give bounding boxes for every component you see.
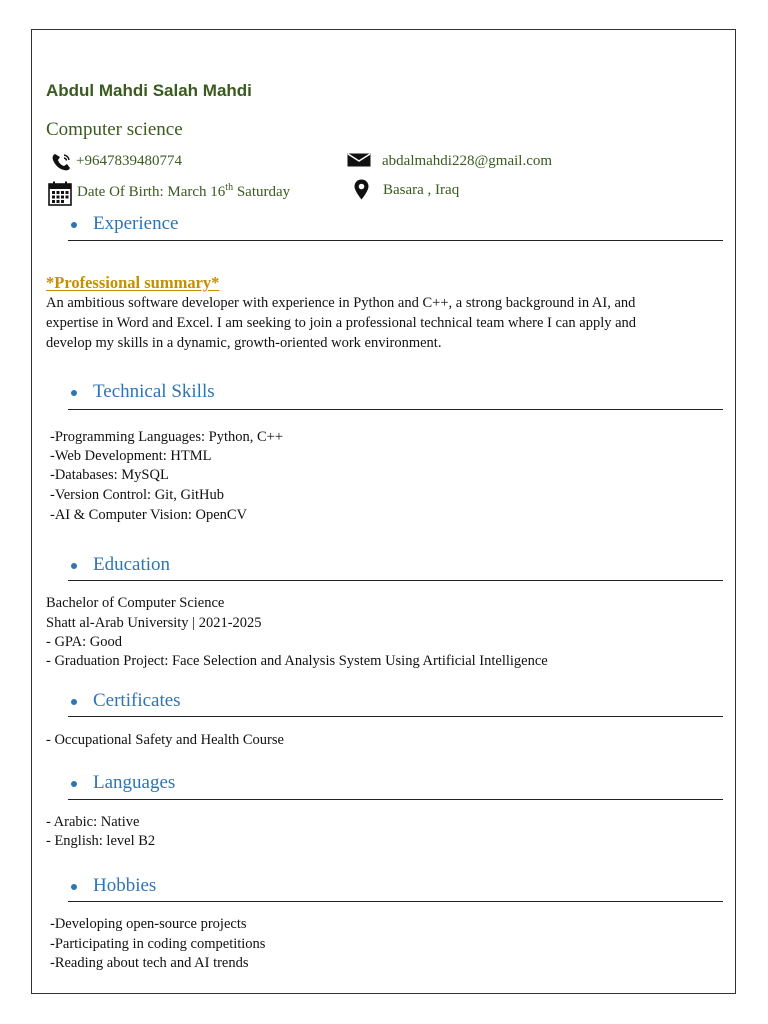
section-bullet — [71, 222, 77, 228]
phone-icon — [51, 152, 73, 172]
section-title-experience: Experience — [93, 213, 179, 234]
calendar-icon — [48, 181, 72, 206]
skill-item: -Databases: MySQL — [50, 467, 169, 483]
section-divider — [68, 799, 723, 800]
date-of-birth — [77, 182, 290, 201]
dob-ordinal: th — [225, 182, 234, 193]
education-line: Shatt al-Arab University | 2021-2025 — [46, 615, 262, 631]
hobby-item: -Participating in coding competitions — [50, 936, 266, 952]
dob-day: Saturday — [233, 184, 291, 200]
language-item: - Arabic: Native — [46, 814, 140, 830]
job-title: Computer science — [46, 119, 183, 140]
certificate-item: - Occupational Safety and Health Course — [46, 732, 284, 748]
skill-item: -Programming Languages: Python, C++ — [50, 429, 284, 445]
hobby-item: -Developing open-source projects — [50, 916, 247, 932]
summary-line: An ambitious software developer with experience in Python and C++, a strong background in AI, and — [46, 295, 636, 311]
location: Basara , Iraq — [383, 182, 460, 198]
hobby-item: -Reading about tech and AI trends — [50, 955, 249, 971]
section-title-skills: Technical Skills — [93, 381, 215, 402]
section-title-hobbies: Hobbies — [93, 875, 157, 896]
summary-line: expertise in Word and Excel. I am seeking to join a professional technical team where I can apply and — [46, 315, 637, 331]
summary-heading: *Professional summary* — [46, 273, 220, 292]
language-item: - English: level B2 — [46, 833, 156, 849]
section-title-certificates: Certificates — [93, 690, 181, 711]
section-divider — [68, 409, 723, 410]
education-line: - GPA: Good — [46, 634, 123, 650]
education-line: - Graduation Project: Face Selection and Analysis System Using Artificial Intelligence — [46, 653, 548, 669]
section-bullet — [71, 781, 77, 787]
skill-item: -Web Development: HTML — [50, 448, 212, 464]
skill-item: -Version Control: Git, GitHub — [50, 487, 224, 503]
section-bullet — [71, 884, 77, 890]
envelope-icon — [347, 153, 371, 167]
section-bullet — [71, 563, 77, 569]
summary-line: develop my skills in a dynamic, growth-oriented work environment. — [46, 335, 442, 351]
skill-item: -AI & Computer Vision: OpenCV — [50, 507, 248, 523]
dob-text: Date Of Birth: March 16 — [77, 184, 226, 200]
education-line: Bachelor of Computer Science — [46, 595, 225, 611]
section-divider — [68, 240, 723, 241]
section-bullet — [71, 390, 77, 396]
section-title-education: Education — [93, 554, 171, 575]
phone-number[interactable]: +9647839480774 — [76, 153, 182, 169]
email-address[interactable]: abdalmahdi228@gmail.com — [382, 153, 553, 169]
section-divider — [68, 901, 723, 902]
section-divider — [68, 580, 723, 581]
person-name: Abdul Mahdi Salah Mahdi — [46, 81, 252, 100]
location-pin-icon — [354, 179, 369, 200]
section-title-languages: Languages — [93, 772, 176, 793]
section-bullet — [71, 699, 77, 705]
section-divider — [68, 716, 723, 717]
